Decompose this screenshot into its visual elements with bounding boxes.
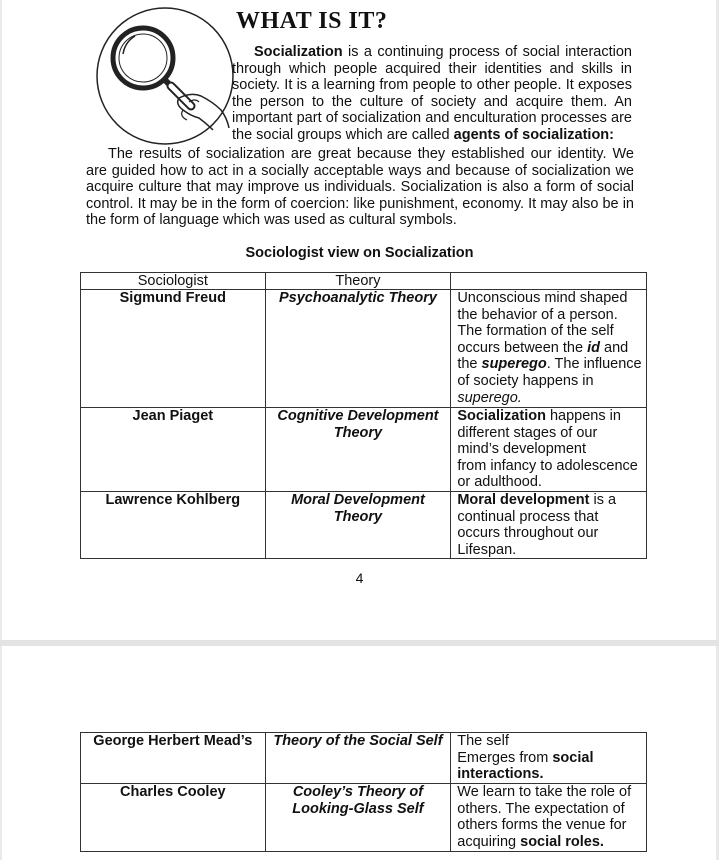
header-description xyxy=(451,273,647,290)
header-theory: Theory xyxy=(265,273,451,290)
theory-name: Moral Development Theory xyxy=(265,492,451,559)
theory-name: Cooley’s Theory of Looking-Glass Self xyxy=(265,784,451,852)
sociologist-name: George Herbert Mead’s xyxy=(81,733,266,784)
table-row xyxy=(81,733,647,784)
sociologist-name: Charles Cooley xyxy=(81,784,266,852)
table-row xyxy=(81,408,647,492)
sociologist-name: Jean Piaget xyxy=(81,408,266,492)
page-title: WHAT IS IT? xyxy=(236,8,388,34)
table-row xyxy=(81,784,647,852)
table-row xyxy=(81,492,647,559)
results-paragraph: The results of socialization are great because they established our identity. We are guided how to act in a socially acceptable ways and because of socialization we acquire culture that may improve us individuals. Socialization is also a form of social control. It may be in the form of coercion: like punishment, economy. It may also be in the form of language which was used as cultural symbols. xyxy=(86,146,634,229)
intro-bold-term: Socialization xyxy=(254,44,343,60)
intro-paragraph xyxy=(232,44,632,144)
theory-description: We learn to take the role of others. The expectation of others forms the venue for acquiring social roles. xyxy=(451,784,647,852)
page-number: 4 xyxy=(355,570,364,586)
theory-name: Psychoanalytic Theory xyxy=(265,290,451,408)
theory-description: The self Emerges from social interactions. xyxy=(451,733,647,784)
table-title: Sociologist view on Socialization xyxy=(245,245,474,261)
table-header-row xyxy=(81,273,647,290)
intro-bold-end: agents of socialization: xyxy=(453,126,614,143)
sociologist-name: Sigmund Freud xyxy=(81,290,266,408)
theory-name: Theory of the Social Self xyxy=(265,733,451,784)
table-row xyxy=(81,290,647,408)
theory-name: Cognitive Development Theory xyxy=(265,408,451,492)
magnifying-glass-icon xyxy=(95,6,235,146)
sociologist-name: Lawrence Kohlberg xyxy=(81,492,266,559)
header-sociologist: Sociologist xyxy=(81,273,266,290)
theory-description: Socialization happens in different stages of our mind’s development from infancy to adolescence or adulthood. xyxy=(451,408,647,492)
theory-description: Moral development is a continual process that occurs throughout our Lifespan. xyxy=(451,492,647,559)
sociologist-table-continued xyxy=(80,732,647,852)
theory-description: Unconscious mind shaped the behavior of a person. The formation of the self occurs between the id and the superego. The influence of society happens in superego. xyxy=(451,290,647,408)
sociologist-table xyxy=(80,272,647,559)
intro-text: is a continuing process of social interaction through which people acquired their identities and skills in society. It is a learning from people to other people. It exposes the person to the culture of society and acquire them. An important part of socialization and enculturation processes are the social groups which are called xyxy=(232,44,632,143)
